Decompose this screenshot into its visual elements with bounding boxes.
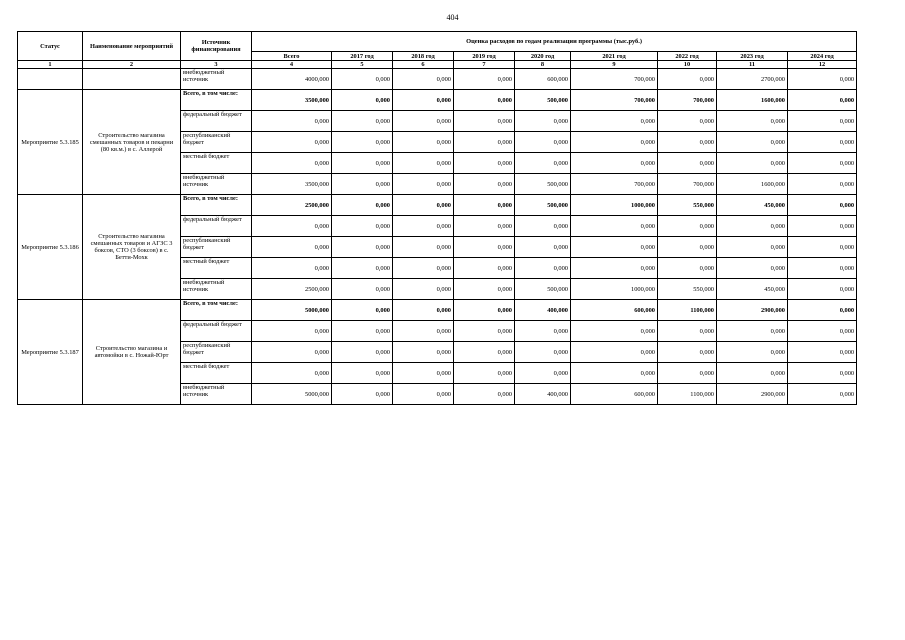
value-cell: 0,000: [393, 300, 454, 321]
value-cell: 0,000: [658, 69, 717, 90]
status-cell: Мероприятие 5.3.187: [18, 300, 83, 405]
header-year: 2018 год: [393, 52, 454, 61]
column-index: 12: [788, 61, 857, 69]
value-cell: 0,000: [393, 279, 454, 300]
value-cell: 0,000: [788, 363, 857, 384]
value-cell: 1100,000: [658, 300, 717, 321]
value-cell: 0,000: [788, 111, 857, 132]
column-index: 2: [83, 61, 181, 69]
value-cell: 450,000: [717, 279, 788, 300]
source-cell: Всего, в том числе:: [181, 195, 252, 216]
source-cell: местный бюджет: [181, 258, 252, 279]
value-cell: 0,000: [658, 363, 717, 384]
header-year: 2023 год: [717, 52, 788, 61]
value-cell: 0,000: [332, 279, 393, 300]
value-cell: 700,000: [571, 174, 658, 195]
value-cell: 0,000: [571, 132, 658, 153]
value-cell: 0,000: [515, 216, 571, 237]
header-total: Всего: [252, 52, 332, 61]
value-cell: 0,000: [571, 153, 658, 174]
column-index: 1: [18, 61, 83, 69]
total-row: [18, 90, 857, 111]
value-cell: 0,000: [788, 153, 857, 174]
header-year: 2017 год: [332, 52, 393, 61]
value-cell: 2900,000: [717, 384, 788, 405]
value-cell: 0,000: [788, 384, 857, 405]
value-cell: 0,000: [252, 321, 332, 342]
source-cell: Всего, в том числе:: [181, 300, 252, 321]
value-cell: 0,000: [332, 216, 393, 237]
value-cell: 0,000: [252, 132, 332, 153]
value-cell: 0,000: [571, 258, 658, 279]
column-index: 7: [454, 61, 515, 69]
value-cell: 550,000: [658, 195, 717, 216]
source-cell: республиканский бюджет: [181, 237, 252, 258]
value-cell: 0,000: [454, 153, 515, 174]
column-index: 3: [181, 61, 252, 69]
value-cell: 0,000: [332, 111, 393, 132]
status-cell: Мероприятие 5.3.185: [18, 90, 83, 195]
value-cell: 0,000: [454, 279, 515, 300]
value-cell: 0,000: [788, 174, 857, 195]
name-cell: Строительство магазина и автомойки в с. Ножай-Юрт: [83, 300, 181, 405]
value-cell: 0,000: [332, 90, 393, 111]
value-cell: 500,000: [515, 174, 571, 195]
value-cell: 0,000: [252, 258, 332, 279]
value-cell: 0,000: [788, 279, 857, 300]
value-cell: 5000,000: [252, 300, 332, 321]
value-cell: 0,000: [454, 216, 515, 237]
value-cell: 2500,000: [252, 279, 332, 300]
total-row: [18, 195, 857, 216]
value-cell: 0,000: [393, 69, 454, 90]
value-cell: 0,000: [571, 111, 658, 132]
value-cell: 0,000: [658, 216, 717, 237]
value-cell: 0,000: [252, 342, 332, 363]
value-cell: 0,000: [658, 321, 717, 342]
status-cell: [18, 69, 83, 90]
source-cell: внебюджетный источник: [181, 174, 252, 195]
value-cell: 0,000: [454, 69, 515, 90]
value-cell: 0,000: [571, 237, 658, 258]
value-cell: 0,000: [788, 300, 857, 321]
value-cell: 0,000: [332, 174, 393, 195]
value-cell: 0,000: [393, 132, 454, 153]
value-cell: 450,000: [717, 195, 788, 216]
value-cell: 0,000: [252, 111, 332, 132]
value-cell: 1000,000: [571, 195, 658, 216]
column-index: 11: [717, 61, 788, 69]
value-cell: 0,000: [393, 195, 454, 216]
value-cell: 0,000: [788, 342, 857, 363]
value-cell: 0,000: [252, 216, 332, 237]
column-index: 5: [332, 61, 393, 69]
value-cell: 0,000: [454, 132, 515, 153]
value-cell: 700,000: [658, 90, 717, 111]
header-year: 2024 год: [788, 52, 857, 61]
value-cell: 0,000: [658, 111, 717, 132]
value-cell: 0,000: [717, 342, 788, 363]
value-cell: 0,000: [393, 384, 454, 405]
value-cell: 2500,000: [252, 195, 332, 216]
value-cell: 0,000: [788, 132, 857, 153]
source-cell: местный бюджет: [181, 153, 252, 174]
value-cell: 550,000: [658, 279, 717, 300]
value-cell: 0,000: [454, 363, 515, 384]
value-cell: 0,000: [788, 216, 857, 237]
value-cell: 0,000: [454, 237, 515, 258]
column-index: 10: [658, 61, 717, 69]
value-cell: 0,000: [717, 258, 788, 279]
value-cell: 0,000: [252, 153, 332, 174]
source-cell: внебюджетный источник: [181, 279, 252, 300]
value-cell: 5000,000: [252, 384, 332, 405]
value-cell: 0,000: [332, 321, 393, 342]
value-cell: 0,000: [393, 258, 454, 279]
value-cell: 0,000: [393, 174, 454, 195]
value-cell: 400,000: [515, 384, 571, 405]
value-cell: 0,000: [788, 195, 857, 216]
value-cell: 0,000: [332, 195, 393, 216]
value-cell: 3500,000: [252, 90, 332, 111]
value-cell: 0,000: [252, 237, 332, 258]
table-header: [18, 32, 857, 69]
value-cell: 0,000: [332, 258, 393, 279]
column-index: 9: [571, 61, 658, 69]
value-cell: 0,000: [332, 342, 393, 363]
value-cell: 0,000: [788, 69, 857, 90]
value-cell: 0,000: [393, 216, 454, 237]
source-cell: республиканский бюджет: [181, 132, 252, 153]
source-cell: внебюджетный источник: [181, 384, 252, 405]
value-cell: 0,000: [658, 132, 717, 153]
value-cell: 0,000: [454, 384, 515, 405]
value-cell: 0,000: [571, 363, 658, 384]
value-cell: 0,000: [332, 363, 393, 384]
budget-table: [17, 31, 857, 405]
value-cell: 0,000: [454, 90, 515, 111]
value-cell: 0,000: [658, 153, 717, 174]
value-cell: 0,000: [454, 258, 515, 279]
value-cell: 0,000: [454, 342, 515, 363]
name-cell: Строительство магазина смешанных товаров и пекарни (80 кв.м.) в с. Аллерой: [83, 90, 181, 195]
value-cell: 0,000: [454, 300, 515, 321]
value-cell: 3500,000: [252, 174, 332, 195]
value-cell: 0,000: [788, 237, 857, 258]
value-cell: 0,000: [393, 111, 454, 132]
value-cell: 0,000: [515, 153, 571, 174]
value-cell: 0,000: [454, 321, 515, 342]
value-cell: 0,000: [717, 111, 788, 132]
source-cell: внебюджетный источник: [181, 69, 252, 90]
header-source: Источник финансирования: [181, 32, 252, 61]
header-year: 2022 год: [658, 52, 717, 61]
value-cell: 0,000: [788, 258, 857, 279]
value-cell: 0,000: [717, 363, 788, 384]
value-cell: 2900,000: [717, 300, 788, 321]
source-cell: федеральный бюджет: [181, 321, 252, 342]
value-cell: 0,000: [571, 216, 658, 237]
source-cell: федеральный бюджет: [181, 111, 252, 132]
source-cell: местный бюджет: [181, 363, 252, 384]
header-name: Наименование мероприятий: [83, 32, 181, 61]
value-cell: 0,000: [515, 111, 571, 132]
value-cell: 700,000: [658, 174, 717, 195]
column-index: 4: [252, 61, 332, 69]
value-cell: 0,000: [515, 363, 571, 384]
value-cell: 0,000: [515, 258, 571, 279]
value-cell: 0,000: [571, 321, 658, 342]
name-cell: [83, 69, 181, 90]
value-cell: 0,000: [393, 153, 454, 174]
source-cell: Всего, в том числе:: [181, 90, 252, 111]
value-cell: 700,000: [571, 90, 658, 111]
value-cell: 0,000: [515, 321, 571, 342]
table-body: [18, 69, 857, 405]
value-cell: 0,000: [393, 237, 454, 258]
value-cell: 600,000: [571, 300, 658, 321]
value-cell: 500,000: [515, 195, 571, 216]
value-cell: 0,000: [515, 132, 571, 153]
value-cell: 0,000: [515, 342, 571, 363]
status-cell: Мероприятие 5.3.186: [18, 195, 83, 300]
value-cell: 0,000: [332, 237, 393, 258]
value-cell: 400,000: [515, 300, 571, 321]
value-cell: 0,000: [515, 237, 571, 258]
column-index: 6: [393, 61, 454, 69]
name-cell: Строительство магазина смешанных товаров и АГЗС 3 боксов, СТО (3 боксов) в с. Бетти-Мохк: [83, 195, 181, 300]
value-cell: 0,000: [788, 90, 857, 111]
value-cell: 0,000: [454, 174, 515, 195]
value-cell: 700,000: [571, 69, 658, 90]
header-year: 2019 год: [454, 52, 515, 61]
value-cell: 0,000: [788, 321, 857, 342]
page-number: 404: [446, 13, 459, 22]
header-status: Статус: [18, 32, 83, 61]
value-cell: 500,000: [515, 279, 571, 300]
header-year: 2021 год: [571, 52, 658, 61]
value-cell: 0,000: [658, 237, 717, 258]
value-cell: 0,000: [332, 153, 393, 174]
value-cell: 0,000: [393, 90, 454, 111]
value-cell: 1000,000: [571, 279, 658, 300]
value-cell: 0,000: [332, 69, 393, 90]
value-cell: 0,000: [717, 153, 788, 174]
value-cell: 0,000: [332, 132, 393, 153]
value-cell: 0,000: [252, 363, 332, 384]
value-cell: 0,000: [454, 195, 515, 216]
value-cell: 500,000: [515, 90, 571, 111]
value-cell: 4000,000: [252, 69, 332, 90]
source-cell: федеральный бюджет: [181, 216, 252, 237]
value-cell: 0,000: [393, 342, 454, 363]
value-cell: 0,000: [658, 342, 717, 363]
value-cell: 0,000: [717, 237, 788, 258]
value-cell: 0,000: [332, 300, 393, 321]
value-cell: 0,000: [717, 216, 788, 237]
header-estimate: Оценка расходов по годам реализации программы (тыс.руб.): [252, 32, 857, 52]
value-cell: 1100,000: [658, 384, 717, 405]
source-cell: республиканский бюджет: [181, 342, 252, 363]
value-cell: 0,000: [717, 321, 788, 342]
value-cell: 1600,000: [717, 174, 788, 195]
value-cell: 1600,000: [717, 90, 788, 111]
value-cell: 0,000: [454, 111, 515, 132]
total-row: [18, 300, 857, 321]
value-cell: 600,000: [571, 384, 658, 405]
header-year: 2020 год: [515, 52, 571, 61]
value-cell: 0,000: [332, 384, 393, 405]
value-cell: 600,000: [515, 69, 571, 90]
value-cell: 2700,000: [717, 69, 788, 90]
column-index: 8: [515, 61, 571, 69]
value-cell: 0,000: [393, 363, 454, 384]
value-cell: 0,000: [571, 342, 658, 363]
value-cell: 0,000: [393, 321, 454, 342]
table-row: [18, 69, 857, 90]
value-cell: 0,000: [717, 132, 788, 153]
value-cell: 0,000: [658, 258, 717, 279]
